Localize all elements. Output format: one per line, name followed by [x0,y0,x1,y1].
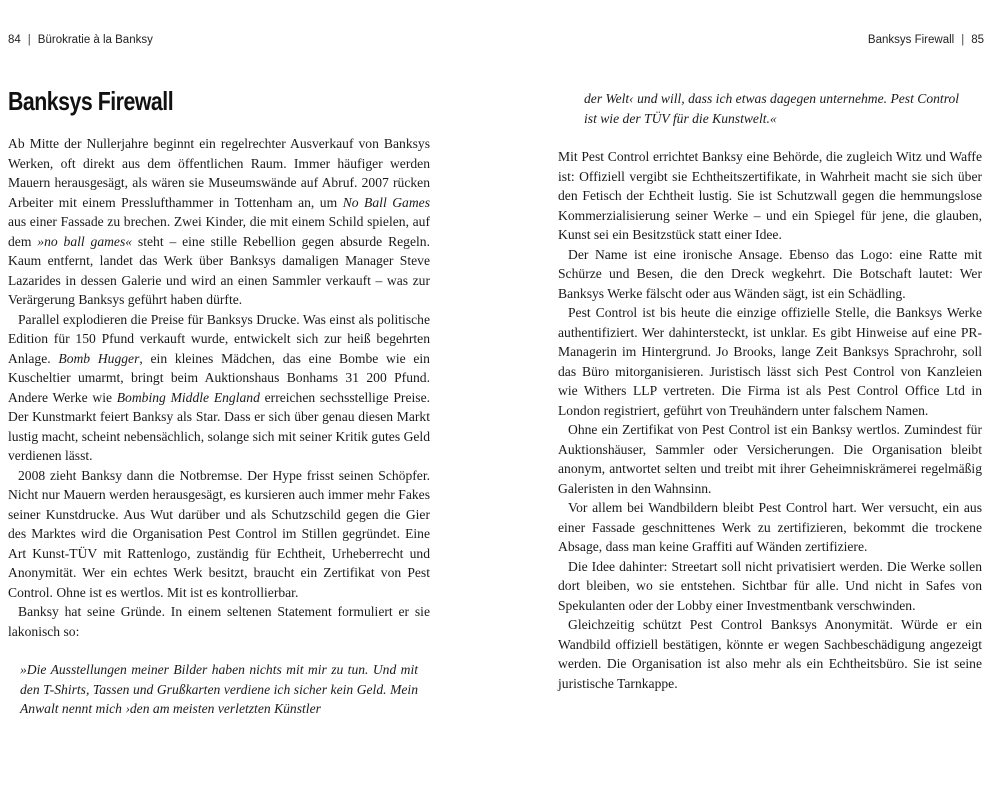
paragraph: Pest Control ist bis heute die einzige offizielle Stelle, die Banksys Werke authentifiziert. Wer dahintersteckt, ist unklar. Es gibt Hinweise auf eine PR-Managerin im Hintergrund. Jo Brooks, lange Zeit Banksys Sprachrohr, soll das Büro mitorganisieren. Juristisch lässt sich Pest Control von Kanzleien wie Withers LLP vertreten. Die Firma ist als Pest Control Office Ltd in London registriert, geführt von Treuhändern unter falschem Namen. [558,305,982,418]
paragraph [8,310,430,466]
header-separator: | [961,34,965,46]
paragraph: Mit Pest Control errichtet Banksy eine Behörde, die zugleich Witz und Waffe ist: Offiziell vergibt sie Echtheitszertifikate, in Wahrheit macht sie sich über den Fetisch der Echtheit lustig. Sie ist Schutzwall gegen die hemmungslose Kommerzialisierung seiner Werke – und ein Spiegel für jene, die glauben, Kunst sei ein Besitzstück statt einer Idee. [558,149,982,242]
page-number: 84 [8,34,21,46]
running-title: Bürokratie à la Banksy [37,34,153,46]
text-run: Banksy hat seine Gründe. In einem seltenen Statement formuliert er sie lakonisch so: [8,604,430,639]
left-page-header [8,34,153,46]
right-page-header [868,34,984,46]
left-body-text [8,134,430,719]
paragraph: Gleichzeitig schützt Pest Control Banksys Anonymität. Würde er ein Wandbild offiziell bestätigen, könnte er wegen Sachbeschädigung angezeigt werden. Die Organisation ist also mehr als ein Echtheitsbüro. Sie ist seine juristische Tarnkappe. [558,617,982,691]
paragraph [8,134,430,310]
paragraph: Der Name ist eine ironische Ansage. Ebenso das Logo: eine Ratte mit Schürze und Besen, die den Dreck wegkehrt. Die Botschaft lautet: Wer Banksys Werke fälscht oder aus Wänden sägt, ist ein Schädling. [558,246,982,301]
page-number: 85 [971,34,984,46]
text-run: steht – eine stille Rebellion gegen absurde Regeln. Kaum entfernt, landet das Werk über Banksys damaligen Manager Steve Lazarides in dessen Galerie und wird an einen Sammler verkauft – was zur Verärgerung Banksys geführt haben dürfte. [8,233,430,307]
block-quote-continuation: der Welt‹ und will, dass ich etwas dagegen unternehme. Pest Control ist wie der TÜV für die Kunstwelt.« [584,91,960,126]
text-run: erreichen sechsstellige Preise. Der Kunstmarkt feiert Banksy als Star. Dass er sich über genau diesen Markt lustig macht, scheint nebensächlich, solange sich mit seiner Kritik gutes Geld verdienen lässt. [8,389,430,463]
italic-title: No Ball Games [342,194,430,210]
paragraph: Ohne ein Zertifikat von Pest Control ist ein Banksy wertlos. Zumindest für Auktionshäuser, Sammler oder Versicherungen. Die Organisation bleibt anonym, antwortet selten und treibt mit ihrer Geheimniskrämerei regelmäßig Galeristen in den Wahnsinn. [558,422,982,496]
text-run: aus einer Fassade zu brechen. Zwei Kinder, die mit einem Schild spielen, auf dem [8,214,430,249]
text-run: , ein kleines Mädchen, das eine Bombe wie ein Kuscheltier umarmt, bringt beim Auktionshaus Bonhams 31 200 Pfund. Andere Werke wie [8,350,430,405]
paragraph: Vor allem bei Wandbildern bleibt Pest Control hart. Wer versucht, ein aus einer Fassade geschnittenes Werk zu zertifizieren, bekommt die trockene Absage, dass man keine Graffiti auf Wänden zertifiziere. [558,500,982,554]
right-body-text [558,89,982,693]
italic-title: Bombing Middle England [116,389,260,405]
chapter-title: Banksys Firewall [8,86,174,116]
italic-phrase: »no ball games« [37,233,133,249]
text-run: Parallel explodieren die Preise für Banksys Drucke. Was einst als politische Edition für 150 Pfund verkauft wurde, entwickelt sich zur heiß begehrten Anlage. [8,311,430,366]
right-page [500,0,1000,800]
paragraph: Die Idee dahinter: Streetart soll nicht privatisiert werden. Die Werke sollen dort bleiben, wo sie entstehen. Sichtbar für alle. Und nicht in Safes von Spekulanten oder der Lobby einer Investmentbank verschwinden. [558,558,982,613]
paragraph [8,466,430,603]
italic-title: Bomb Hugger [58,350,140,366]
text-run: Ab Mitte der Nullerjahre beginnt ein regelrechter Ausverkauf von Banksys Werken, oft direkt aus dem öffentlichen Raum. Immer häufiger werden Mauern herausgesägt, als wären sie Museumswände auf Abruf. 2007 rücken Arbeiter mit einem Presslufthammer in Tottenham an, um [8,136,430,210]
running-title: Banksys Firewall [867,34,955,46]
text-run: 2008 zieht Banksy dann die Notbremse. Der Hype frisst seinen Schöpfer. Nicht nur Mauern werden herausgesägt, es kursieren auch immer mehr Fakes seiner Kunstdrucke. Aus Wut darüber und als Schutzschild gegen die Gier des Marktes wird die Organisation Pest Control im Stillen gegründet. Eine Art Kunst-TÜV mit Rattenlogo, zuständig für Echtheit, Urheberrecht und Anonymität. Wer ein echtes Werk besitzt, braucht ein Zertifikat von Pest Control. Ohne ist es wertlos. Mit ist es kontrollierbar. [8,467,430,600]
header-separator: | [27,34,31,46]
block-quote: »Die Ausstellungen meiner Bilder haben nichts mit mir zu tun. Und mit den T-Shirts, Tassen und Grußkarten verdiene ich sicher kein Geld. Mein Anwalt nennt mich ›den am meisten verletzten Künstler [20,662,418,716]
paragraph [8,602,430,641]
